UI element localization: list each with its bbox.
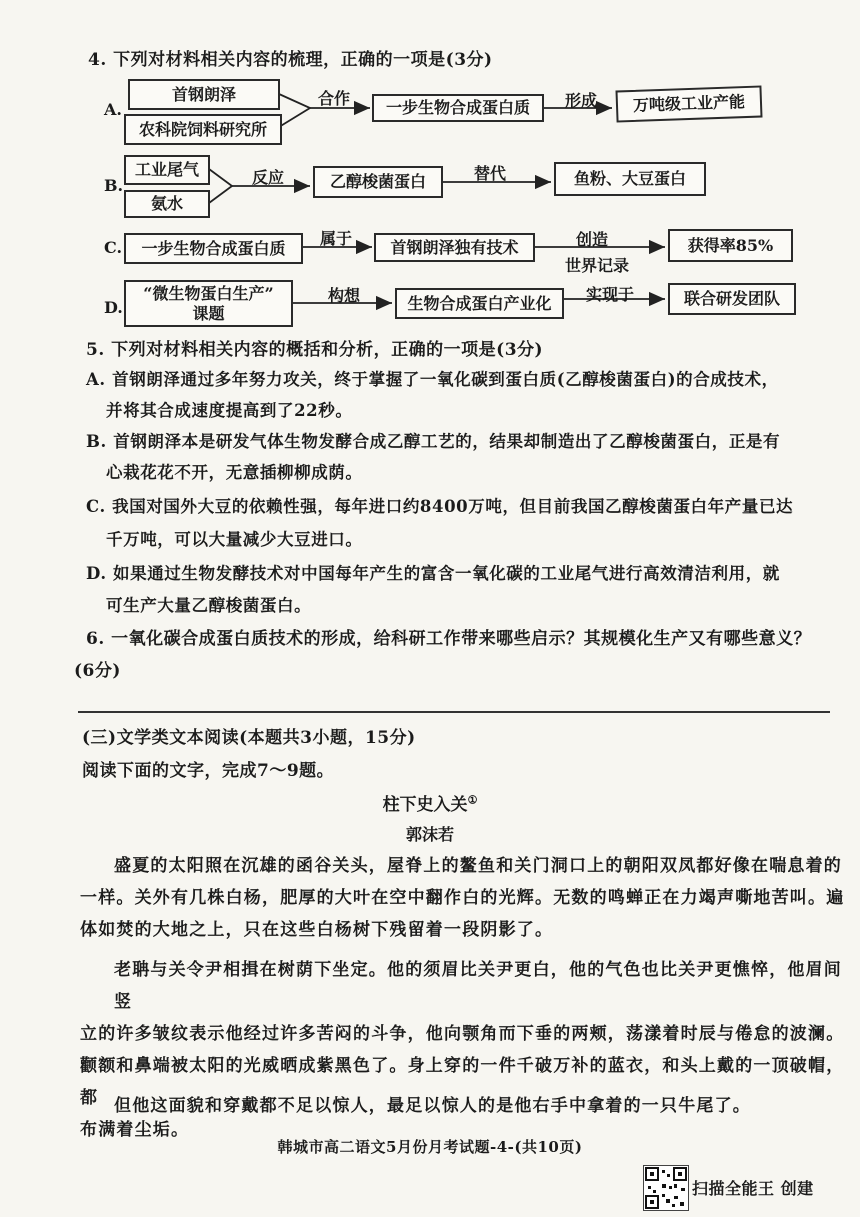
question-4-stem: 4. 下列对材料相关内容的梳理，正确的一项是(3分) bbox=[88, 50, 493, 70]
paragraph-1-line: 盛夏的太阳照在沉雄的函谷关头，屋脊上的鳌鱼和关门洞口上的朝阳双凤都好像在喘息着的 bbox=[114, 856, 842, 876]
paragraph-2-line: 老聃与关令尹相揖在树荫下坐定。他的须眉比关尹更白，他的气色也比关尹更憔悴，他眉间竖 bbox=[114, 960, 842, 1012]
paragraph-3-line: 但他这面貌和穿戴都不足以惊人，最足以惊人的是他右手中拿着的一只牛尾了。 bbox=[114, 1096, 751, 1116]
q4-c-arrow2-label-top: 创造 bbox=[576, 230, 609, 249]
q4-b-arrow1-label: 反应 bbox=[252, 168, 285, 187]
paragraph-1 bbox=[80, 850, 844, 946]
q4-b-arrow2-label: 替代 bbox=[474, 164, 507, 183]
footnote-mark: ① bbox=[467, 793, 478, 807]
q4-c-arrow1-label: 属于 bbox=[320, 229, 353, 248]
article-title-text: 柱下史入关 bbox=[382, 795, 468, 815]
paragraph-2-line: 布满着尘垢。 bbox=[80, 1120, 190, 1140]
q4-a-box-capacity: 万吨级工业产能 bbox=[615, 85, 762, 122]
question-6-points: (6分) bbox=[74, 661, 121, 681]
section-3-instruction: 阅读下面的文字，完成7～9题。 bbox=[82, 761, 335, 781]
q4-b-box-fishmeal: 鱼粉、大豆蛋白 bbox=[554, 162, 706, 196]
q4-d-box-industrialization: 生物合成蛋白产业化 bbox=[395, 288, 564, 319]
q4-option-a-label: A. bbox=[104, 100, 122, 119]
q5-option-d-line1: D. 如果通过生物发酵技术对中国每年产生的富含一氧化碳的工业尾气进行高效清洁利用，就 bbox=[86, 564, 780, 583]
scanner-watermark: 扫描全能王 创建 bbox=[692, 1179, 814, 1198]
q4-d-box-project-line1: “微生物蛋白生产” bbox=[143, 283, 274, 303]
q4-c-box-rate: 获得率85% bbox=[668, 229, 793, 262]
q4-b-box-exhaust: 工业尾气 bbox=[124, 155, 210, 185]
q4-option-b-label: B. bbox=[104, 176, 124, 195]
q5-option-d-line2: 可生产大量乙醇梭菌蛋白。 bbox=[106, 596, 312, 615]
article-author: 郭沫若 bbox=[405, 825, 454, 844]
article-title bbox=[0, 790, 860, 815]
q4-d-arrow2-label: 实现于 bbox=[586, 285, 635, 304]
q4-option-c-label: C. bbox=[104, 238, 123, 257]
q4-d-box-project-line2: 课题 bbox=[192, 303, 225, 323]
question-6-stem: 6. 一氧化碳合成蛋白质技术的形成，给科研工作带来哪些启示？其规模化生产又有哪些意义？ bbox=[86, 629, 812, 649]
q4-a-box-shougang: 首钢朗泽 bbox=[128, 79, 280, 110]
qr-code-icon bbox=[643, 1165, 689, 1211]
q4-d-box-project bbox=[124, 280, 293, 327]
q4-option-d-label: D. bbox=[104, 298, 123, 317]
q5-option-b-line1: B. 首钢朗泽本是研发气体生物发酵合成乙醇工艺的，结果却制造出了乙醇梭菌蛋白，正是有 bbox=[86, 432, 781, 451]
q4-a-arrow1-label: 合作 bbox=[318, 89, 351, 108]
q4-a-arrow2-label: 形成 bbox=[565, 91, 598, 110]
q4-d-box-team: 联合研发团队 bbox=[668, 283, 796, 315]
q5-option-c-line1: C. 我国对国外大豆的依赖性强，每年进口约8400万吨，但目前我国乙醇梭菌蛋白年产量已达 bbox=[86, 497, 794, 516]
paragraph-1-line: 体如焚的大地之上，只在这些白杨树下残留着一段阴影了。 bbox=[80, 920, 554, 940]
section-divider bbox=[78, 711, 830, 713]
section-3-heading: (三)文学类文本阅读(本题共3小题，15分) bbox=[82, 728, 416, 748]
q4-d-arrow1-label: 构想 bbox=[328, 286, 361, 305]
q5-option-b-line2: 心栽花花不开，无意插柳柳成荫。 bbox=[106, 463, 363, 482]
paragraph-2-line: 颧额和鼻端被太阳的光威晒成紫黑色了。身上穿的一件千破万补的蓝衣，和头上戴的一顶破帽，都 bbox=[80, 1056, 845, 1108]
paragraph-3 bbox=[80, 1090, 751, 1122]
paragraph-2-line: 立的许多皱纹表示他经过许多苦闷的斗争，他向颚角而下垂的两颊，荡漾着时辰与倦怠的波澜。 bbox=[80, 1024, 845, 1044]
q4-b-box-protein: 乙醇梭菌蛋白 bbox=[313, 166, 443, 198]
q4-b-box-ammonia: 氨水 bbox=[124, 190, 210, 218]
q4-c-box-synthesis: 一步生物合成蛋白质 bbox=[124, 233, 303, 264]
q4-a-box-institute: 农科院饲料研究所 bbox=[124, 114, 282, 145]
q5-option-a-line1: A. 首钢朗泽通过多年努力攻关，终于掌握了一氧化碳到蛋白质(乙醇梭菌蛋白)的合成技术， bbox=[86, 370, 779, 389]
q4-c-arrow2-label-bottom: 世界记录 bbox=[565, 256, 630, 275]
page-footer: 韩城市高二语文5月份月考试题-4-(共10页) bbox=[277, 1138, 583, 1156]
q5-option-a-line2: 并将其合成速度提高到了22秒。 bbox=[106, 401, 353, 420]
q4-c-box-exclusive: 首钢朗泽独有技术 bbox=[374, 233, 535, 262]
question-5-stem: 5. 下列对材料相关内容的概括和分析，正确的一项是(3分) bbox=[86, 340, 544, 360]
q4-a-box-synthesis: 一步生物合成蛋白质 bbox=[372, 94, 544, 122]
q5-option-c-line2: 千万吨，可以大量减少大豆进口。 bbox=[106, 530, 363, 549]
paragraph-1-line: 一样。关外有几株白杨，肥厚的大叶在空中翻作白的光辉。无数的鸣蝉正在力竭声嘶地苦叫。遍 bbox=[80, 888, 845, 908]
